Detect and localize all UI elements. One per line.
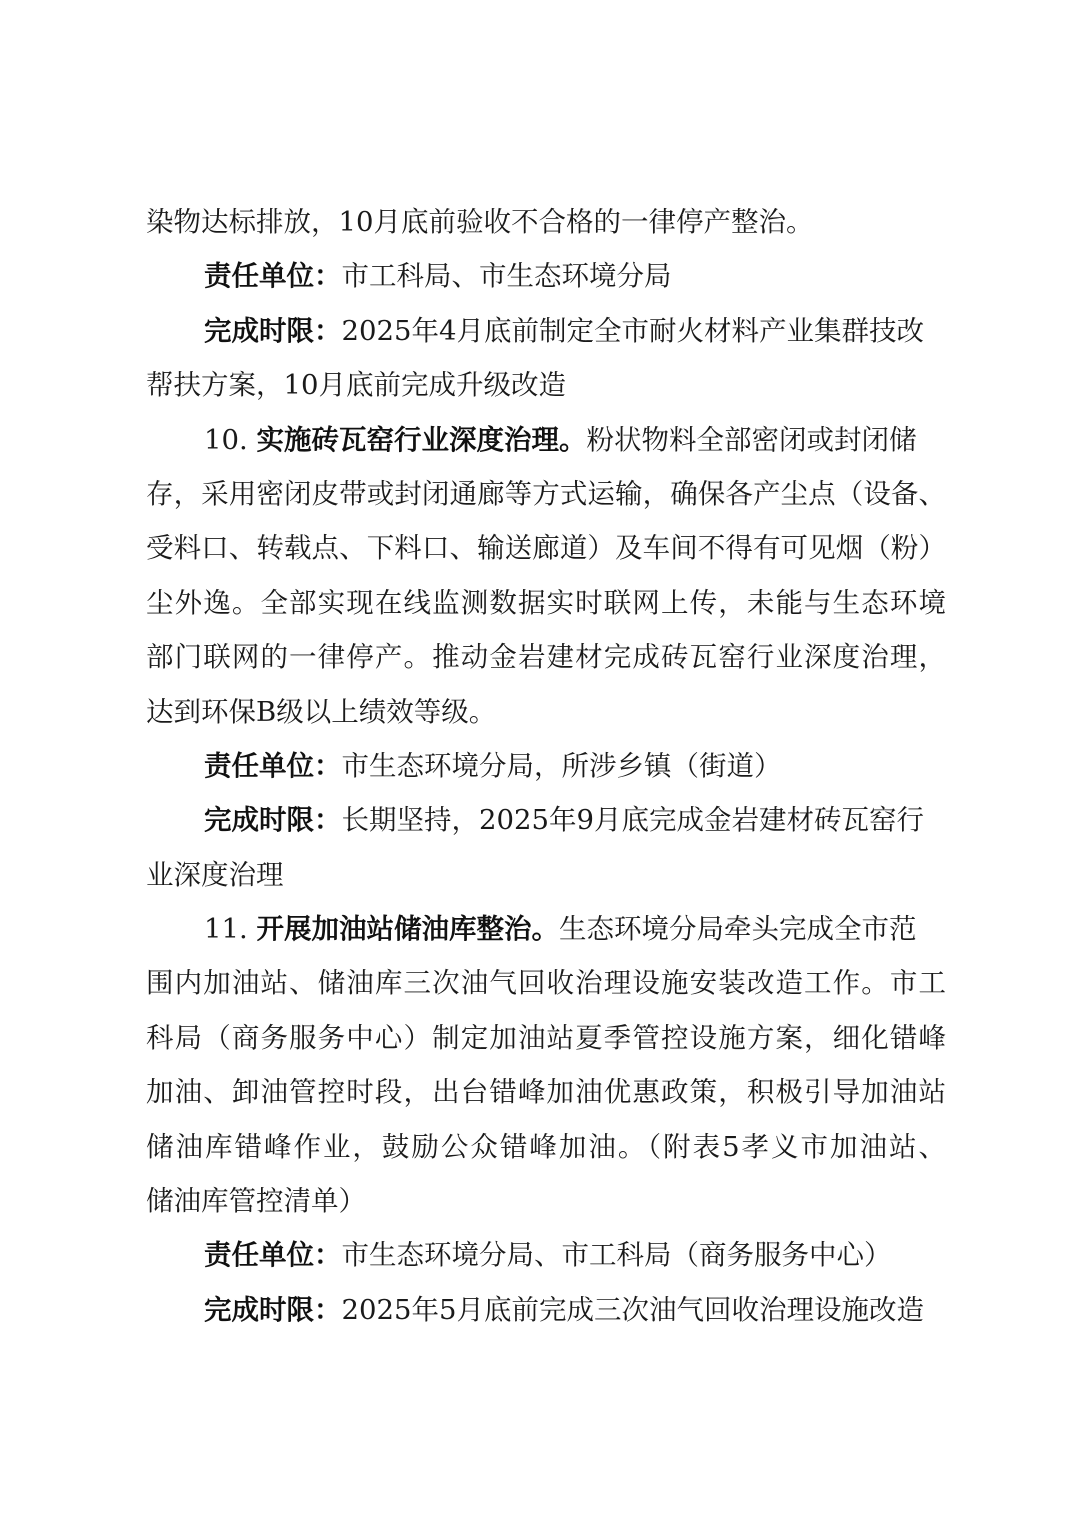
- item10-text-line: [146, 521, 946, 575]
- deadline-label: 完成时限：: [204, 314, 342, 347]
- item10-text-line: [146, 685, 946, 739]
- item10-responsible-line: [146, 739, 946, 793]
- item11-deadline-line: [146, 1283, 946, 1337]
- item10-text: 部门联网的一律停产。推动金岩建材完成砖瓦窑行业深度治理，: [146, 641, 946, 674]
- item10-deadline-value-cont: 业深度治理: [146, 858, 284, 891]
- deadline-label: 完成时限：: [204, 1293, 342, 1326]
- item10-text: 尘外逸。全部实现在线监测数据实时联网上传，未能与生态环境: [146, 586, 946, 619]
- para9-text: 染物达标排放，10月底前验收不合格的一律停产整治。: [146, 206, 814, 238]
- responsible-label: 责任单位：: [204, 260, 342, 293]
- item11-deadline-value: 2025年5月底前完成三次油气回收治理设施改造: [341, 1293, 924, 1326]
- item11-text-line: [146, 1065, 946, 1119]
- item10-deadline-value: 长期坚持，2025年9月底完成金岩建材砖瓦窑行: [341, 804, 924, 837]
- para9-deadline-line: [146, 304, 946, 358]
- item10-deadline-continuation: [146, 848, 946, 902]
- item10-deadline-line: [146, 793, 946, 847]
- item11-text-line: [146, 956, 946, 1010]
- document-body: [146, 195, 946, 1337]
- item11-text-line: [146, 1120, 946, 1174]
- item11-text: 加油、卸油管控时段，出台错峰加油优惠政策，积极引导加油站: [146, 1076, 946, 1109]
- responsible-label: 责任单位：: [204, 749, 342, 782]
- item11-text: 生态环境分局牵头完成全市范: [558, 913, 917, 946]
- item11-text: 储油库错峰作业，鼓励公众错峰加油。（附表5孝义市加油站、: [146, 1130, 946, 1163]
- para9-deadline-continuation: [146, 358, 946, 412]
- item10-responsible-value: 市生态环境分局，所涉乡镇（街道）: [341, 749, 782, 782]
- item11-text: 储油库管控清单）: [146, 1185, 366, 1218]
- deadline-label: 完成时限：: [204, 804, 342, 837]
- item11-responsible-value: 市生态环境分局、市工科局（商务服务中心）: [341, 1239, 892, 1272]
- para9-responsible-value: 市工科局、市生态环境分局: [341, 260, 672, 293]
- item10-title: 实施砖瓦窑行业深度治理。: [256, 423, 587, 456]
- item11-text: 科局（商务服务中心）制定加油站夏季管控设施方案，细化错峰: [146, 1021, 946, 1054]
- item10-text: 达到环保B级以上绩效等级。: [146, 695, 497, 728]
- item10-text: 粉状物料全部密闭或封闭储: [586, 423, 917, 456]
- para9-responsible-line: [146, 249, 946, 303]
- item10-text: 存，采用密闭皮带或封闭通廊等方式运输，确保各产尘点（设备、: [146, 477, 946, 510]
- responsible-label: 责任单位：: [204, 1239, 342, 1272]
- item10-heading-line: [146, 413, 946, 467]
- item11-text: 围内加油站、储油库三次油气回收治理设施安装改造工作。市工: [146, 967, 946, 1000]
- item10-text-line: [146, 630, 946, 684]
- para9-text-line: [146, 195, 946, 249]
- item10-text-line: [146, 467, 946, 521]
- para9-deadline-value-cont: 帮扶方案，10月底前完成升级改造: [146, 369, 566, 402]
- item10-number: 10.: [204, 423, 248, 456]
- item10-text: 受料口、转载点、下料口、输送廊道）及车间不得有可见烟（粉）: [146, 532, 946, 565]
- item11-text-line: [146, 1011, 946, 1065]
- item11-responsible-line: [146, 1228, 946, 1282]
- item11-title: 开展加油站储油库整治。: [256, 913, 559, 946]
- para9-deadline-value: 2025年4月底前制定全市耐火材料产业集群技改: [341, 314, 924, 347]
- item11-heading-line: [146, 902, 946, 956]
- item11-text-line: [146, 1174, 946, 1228]
- item11-number: 11.: [204, 913, 248, 946]
- item10-text-line: [146, 576, 946, 630]
